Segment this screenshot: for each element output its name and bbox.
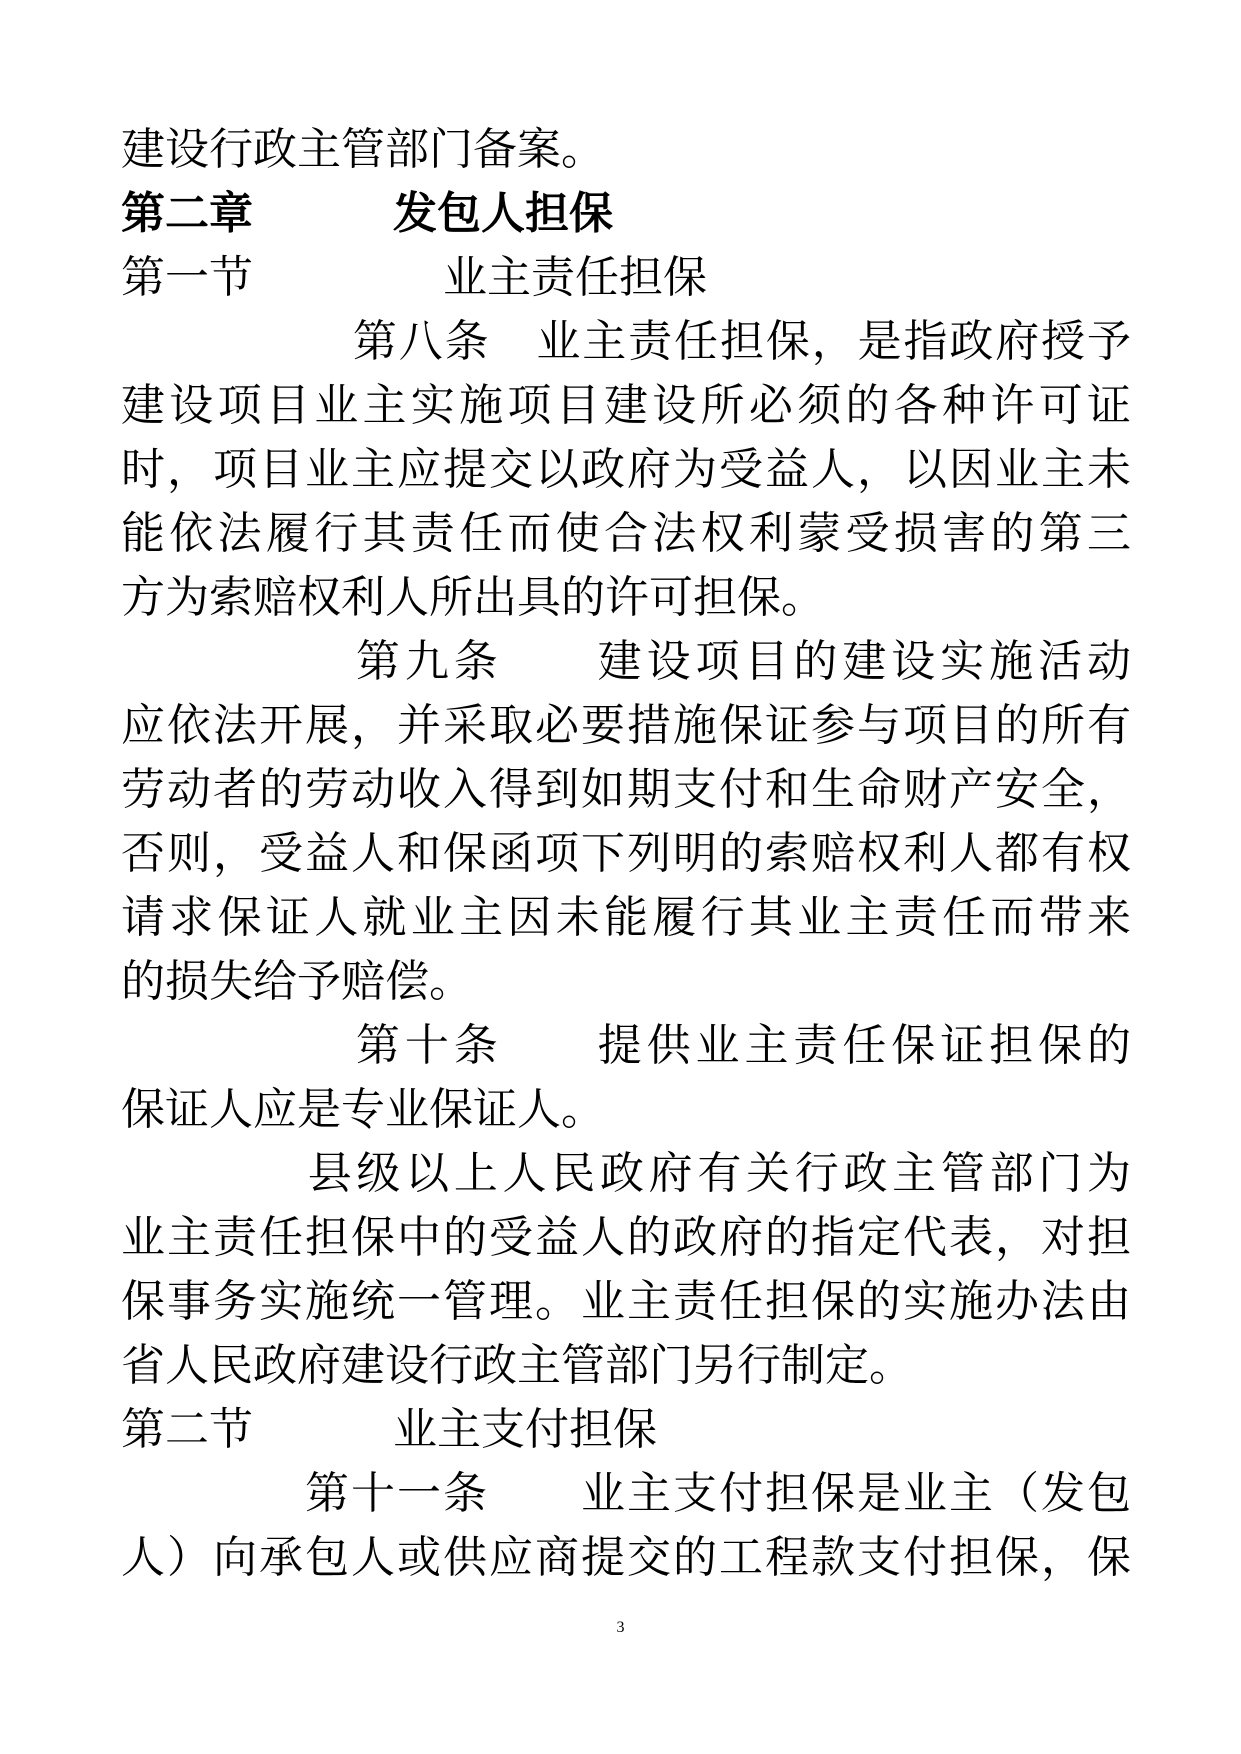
paragraph-line: 应依法开展，并采取必要措施保证参与项目的所有 [121, 700, 1131, 751]
paragraph-line: 保证人应是专业保证人。 [121, 1084, 605, 1135]
article-9-first-line: 第九条 建设项目的建设实施活动 [351, 636, 1131, 687]
paragraph-line: 建设行政主管部门备案。 [121, 124, 605, 175]
article-8-first-line: 第八条 业主责任担保，是指政府授予 [351, 316, 1131, 367]
paragraph-line: 劳动者的劳动收入得到如期支付和生命财产安全， [121, 764, 1131, 815]
document-body [121, 118, 1131, 1590]
chapter-heading [121, 182, 1131, 246]
paragraph-line: 时，项目业主应提交以政府为受益人，以因业主未 [121, 444, 1131, 495]
article-label: 第九条 [351, 636, 503, 687]
section-heading [121, 246, 1131, 310]
paragraph-line: 人）向承包人或供应商提交的工程款支付担保，保 [121, 1532, 1131, 1583]
paragraph-line: 请求保证人就业主因未能履行其业主责任而带来 [121, 892, 1131, 943]
article-label: 第八条 [351, 316, 491, 367]
section-label: 第二节 [121, 1404, 253, 1455]
section-title: 业主责任担保 [443, 252, 707, 303]
paragraph-line: 业主责任担保中的受益人的政府的指定代表，对担 [121, 1212, 1131, 1263]
section-title: 业主支付担保 [393, 1404, 657, 1455]
article-10-first-line: 第十条 提供业主责任保证担保的 [351, 1020, 1131, 1071]
paragraph-line: 的损失给予赔偿。 [121, 956, 473, 1007]
paragraph-line: 方为索赔权利人所出具的许可担保。 [121, 572, 825, 623]
paragraph-first-line: 县级以上人民政府有关行政主管部门为 [303, 1148, 1131, 1199]
section-label: 第一节 [121, 252, 253, 303]
paragraph-line: 否则，受益人和保函项下列明的索赔权利人都有权 [121, 828, 1131, 879]
page-number: 3 [616, 1619, 625, 1636]
chapter-title: 发包人担保 [393, 188, 613, 239]
article-label: 第十条 [351, 1020, 503, 1071]
paragraph-line: 能依法履行其责任而使合法权利蒙受损害的第三 [121, 508, 1131, 559]
section-heading [121, 1398, 1131, 1462]
chapter-label: 第二章 [121, 188, 253, 239]
article-11-first-line: 第十一条 业主支付担保是业主（发包 [303, 1468, 1131, 1519]
article-label: 第十一条 [303, 1468, 489, 1519]
paragraph-line: 建设项目业主实施项目建设所必须的各种许可证 [121, 380, 1131, 431]
paragraph-line: 保事务实施统一管理。业主责任担保的实施办法由 [121, 1276, 1131, 1327]
paragraph-line: 省人民政府建设行政主管部门另行制定。 [121, 1340, 913, 1391]
